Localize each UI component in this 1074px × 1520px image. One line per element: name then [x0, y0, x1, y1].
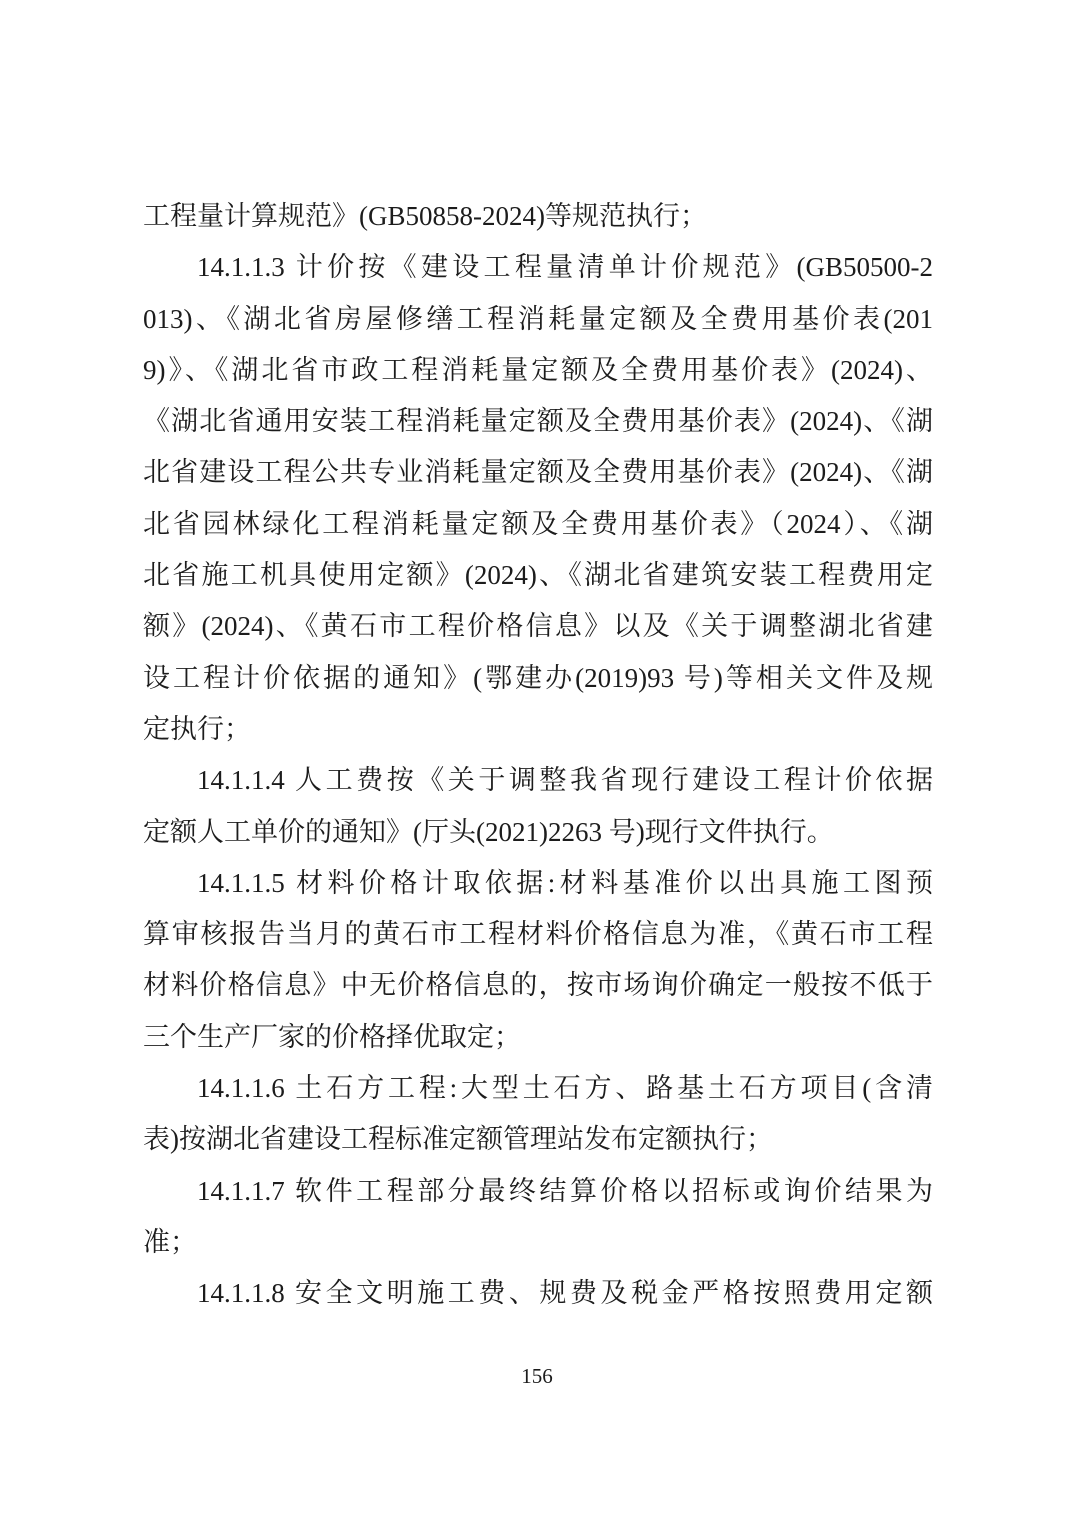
text-line: 三个生产厂家的价格择优取定； [143, 1021, 521, 1052]
text-line: 14.1.1.8 安全文明施工费、规费及税金严格按照费用定额 [197, 1278, 933, 1309]
page-number: 156 [521, 1364, 553, 1388]
document-body [143, 191, 933, 1320]
text-line: 013)、《湖北省房屋修缮工程消耗量定额及全费用基价表(201 [143, 303, 933, 334]
text-line: 14.1.1.6 土石方工程:大型土石方、路基土石方项目(含清 [197, 1073, 933, 1104]
text-line: 定额人工单价的通知》(厅头(2021)2263 号)现行文件执行。 [143, 816, 834, 847]
text-line: 算审核报告当月的黄石市工程材料价格信息为准，《黄石市工程 [143, 919, 933, 950]
text-line: 定执行； [143, 713, 251, 744]
text-line: 9)》、《湖北省市政工程消耗量定额及全费用基价表》(2024)、 [143, 354, 933, 385]
text-line: 准； [143, 1226, 197, 1257]
text-line: 北省施工机具使用定额》(2024)、《湖北省建筑安装工程费用定 [143, 560, 933, 591]
text-line: 14.1.1.5 材料价格计取依据:材料基准价以出具施工图预 [197, 867, 933, 898]
text-line: 14.1.1.4 人工费按《关于调整我省现行建设工程计价依据 [197, 765, 933, 796]
text-line: 北省园林绿化工程消耗量定额及全费用基价表》（2024）、《湖 [143, 508, 933, 539]
text-line: 材料价格信息》中无价格信息的，按市场询价确定一般按不低于 [143, 970, 933, 1001]
text-line: 表)按湖北省建设工程标准定额管理站发布定额执行； [143, 1124, 773, 1155]
text-line: 设工程计价依据的通知》(鄂建办(2019)93 号)等相关文件及规 [143, 662, 933, 693]
page-footer [0, 1362, 1074, 1390]
text-line: 14.1.1.7 软件工程部分最终结算价格以招标或询价结果为 [197, 1175, 933, 1206]
text-line: 工程量计算规范》(GB50858-2024)等规范执行； [143, 201, 707, 231]
text-line: 北省建设工程公共专业消耗量定额及全费用基价表》(2024)、《湖 [143, 457, 933, 488]
text-line: 14.1.1.3 计价按《建设工程量清单计价规范》(GB50500-2 [197, 252, 933, 283]
text-line: 额》(2024)、《黄石市工程价格信息》以及《关于调整湖北省建 [143, 611, 933, 642]
text-line: 《湖北省通用安装工程消耗量定额及全费用基价表》(2024)、《湖 [143, 406, 933, 437]
